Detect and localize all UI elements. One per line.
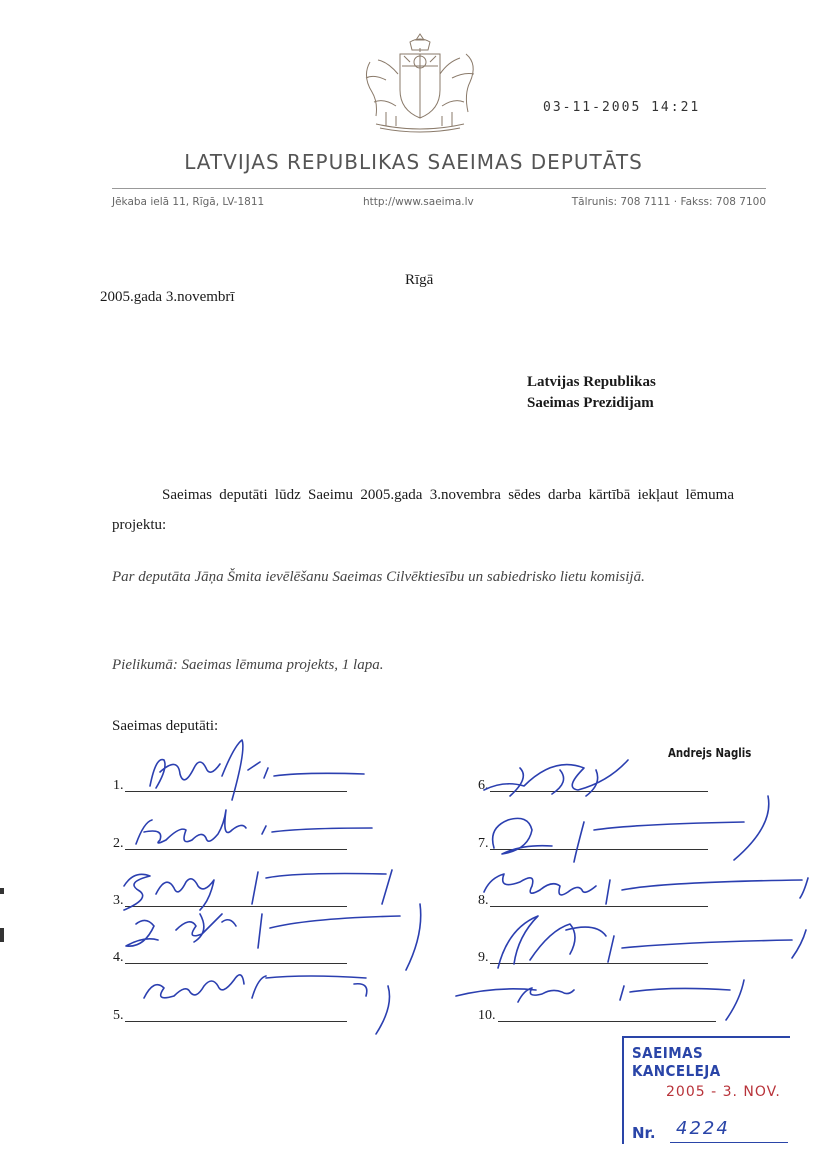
signature-number: 9. (478, 950, 489, 965)
signature-underline (125, 906, 347, 907)
signature-line-6 (478, 774, 710, 794)
coat-of-arms-emblem (356, 32, 484, 136)
letter-date: 2005.gada 3.novembrī (100, 289, 235, 305)
letter-place: Rīgā (405, 272, 434, 288)
signature-number: 3. (113, 893, 124, 908)
signature-number: 8. (478, 893, 489, 908)
signature-underline (490, 849, 708, 850)
stamp-nr-value: 4224 (676, 1118, 730, 1139)
signature-underline (125, 1021, 347, 1022)
addressee-line-2: Saeimas Prezidijam (527, 395, 654, 411)
signature-number: 5. (113, 1008, 124, 1023)
addressee-line-1: Latvijas Republikas (527, 374, 656, 390)
signature-number: 6. (478, 778, 489, 793)
stamp-nr-underline (670, 1142, 788, 1143)
signature-underline (125, 849, 347, 850)
signature-number: 4. (113, 950, 124, 965)
letterhead-title: LATVIJAS REPUBLIKAS SAEIMAS DEPUTĀTS (184, 150, 643, 174)
signature-underline (125, 791, 347, 792)
registration-stamp (622, 1036, 790, 1144)
typed-name-signatory-6: Andrejs Naglis (668, 746, 752, 760)
letterhead-phone-fax: Tālrunis: 708 7111 · Fakss: 708 7100 (571, 196, 766, 208)
signature-line-5 (113, 1004, 348, 1024)
signature-underline (125, 963, 347, 964)
letter-body: Saeimas deputāti lūdz Saeimu 2005.gada 3.novembra sēdes darba kārtībā iekļaut lēmuma projektu: (112, 487, 734, 533)
letterhead-website: http://www.saeima.lv (363, 196, 474, 208)
signature-number: 1. (113, 778, 124, 793)
signature-line-9 (478, 946, 710, 966)
signature-underline (490, 963, 708, 964)
addressee (527, 372, 656, 414)
signature-line-8 (478, 889, 710, 909)
stamp-date: 2005 - 3. NOV. (666, 1084, 781, 1100)
signature-line-10 (478, 1004, 718, 1024)
signature-number: 10. (478, 1008, 496, 1023)
stamp-nr-label: Nr. (632, 1124, 656, 1142)
signature-underline (490, 791, 708, 792)
signature-line-1 (113, 774, 348, 794)
stamp-title: SAEIMAS KANCELEJA (632, 1044, 721, 1080)
letter-annex: Pielikumā: Saeimas lēmuma projekts, 1 lapa. (112, 657, 384, 673)
letterhead-address: Jēkaba ielā 11, Rīgā, LV-1811 (112, 196, 265, 208)
signature-underline (490, 906, 708, 907)
scan-edge-mark (0, 888, 4, 894)
letter-subject: Par deputāta Jāņa Šmita ievēlēšanu Saeimas Cilvēktiesību un sabiedrisko lietu komisijā. (112, 569, 645, 585)
signature-number: 2. (113, 836, 124, 851)
signatories-label: Saeimas deputāti: (112, 718, 219, 734)
scan-edge-mark (0, 928, 4, 942)
signature-number: 7. (478, 836, 489, 851)
signature-line-7 (478, 832, 710, 852)
signature-line-4 (113, 946, 348, 966)
letterhead-divider (112, 188, 766, 189)
fax-timestamp: 03-11-2005 14:21 (543, 100, 701, 115)
signature-line-2 (113, 832, 348, 852)
signature-line-3 (113, 889, 348, 909)
signature-underline (498, 1021, 716, 1022)
